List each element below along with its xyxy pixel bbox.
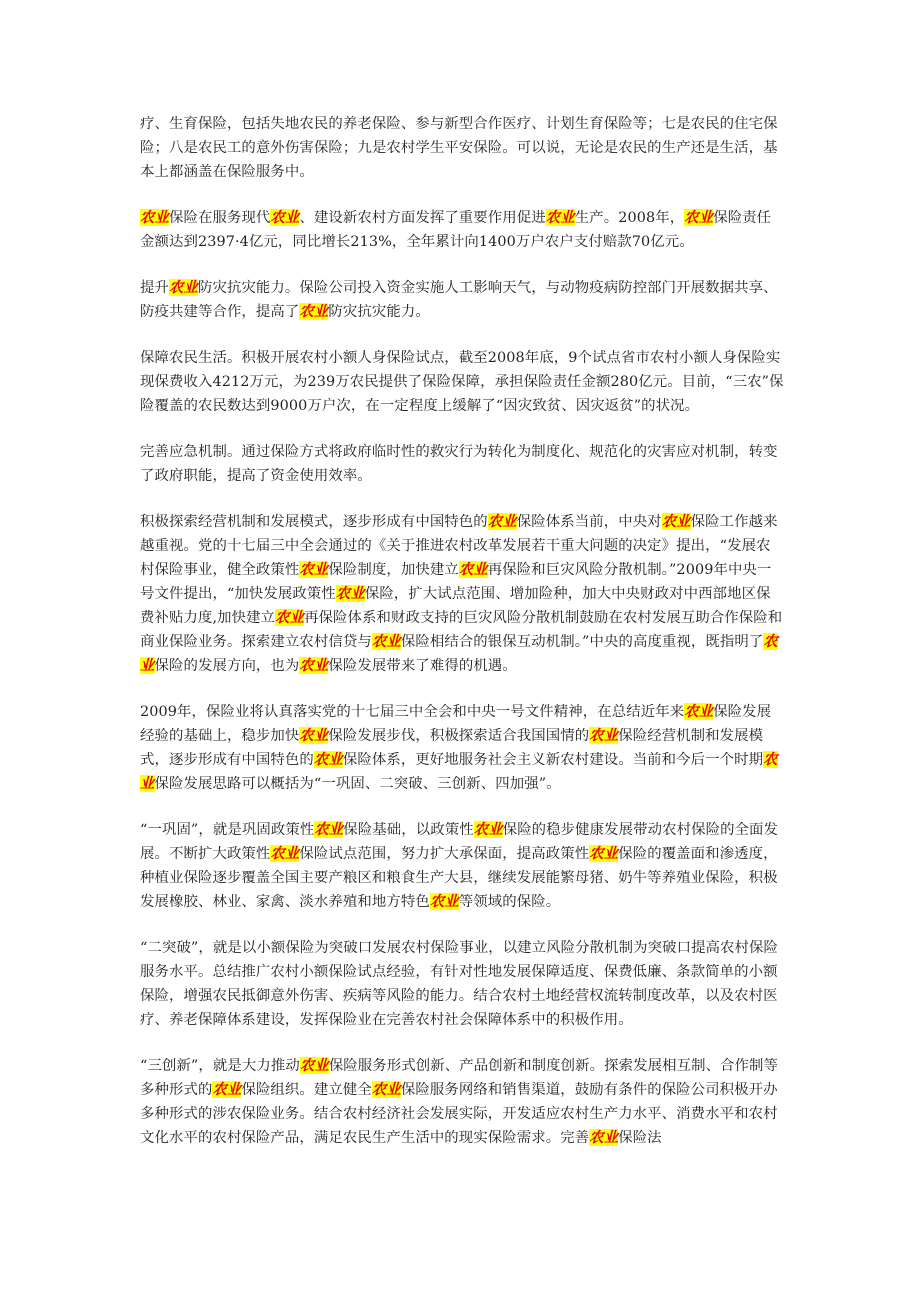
paragraph: 疗、生育保险，包括失地农民的养老保险、参与新型合作医疗、计划生育保险等；七是农民的住宅保险；八是农民工的意外伤害保险；九是农村学生平安保险。可以说，无论是农民的生产还是生活，基本上都涵盖在保险服务中。 xyxy=(140,116,778,180)
highlighted-keyword: 农业 xyxy=(371,1081,401,1098)
highlighted-keyword: 农业 xyxy=(458,561,488,578)
highlighted-keyword: 农业 xyxy=(487,513,517,530)
paragraph: “三创新”，就是大力推动农业保险服务形式创新、产品创新和制度创新。探索发展相互制、合作制等多种形式的农业保险组织。建立健全农业保险服务网络和销售渠道，鼓励有条件的保险公司积极开办多种形式的涉农保险业务。结合农村经济社会发展实际，开发适应农村生产力水平、消费水平和农村文化水平的农村保险产品，满足农民生产生活中的现实保险需求。完善农业保险法 xyxy=(140,1057,779,1146)
paragraph: 积极探索经营机制和发展模式，逐步形成有中国特色的农业保险体系当前，中央对农业保险工作越来越重视。党的十七届三中全会通过的《关于推进农村改革发展若干重大问题的决定》提出，“发展农村保险事业，健全政策性农业保险制度，加快建立农业再保险和巨灾风险分散机制。”2009年中央一号文件提出，“加快发展政策性农业保险，扩大试点范围、增加险种，加大中央财政对中西部地区保费补贴力度,加快建立农业再保险体系和财政支持的巨灾风险分散机制鼓励在农村发展互助合作保险和商业保险业务。探索建立农村信贷与农业保险相结合的银保互动机制。”中央的高度重视，既指明了农业保险的发展方向，也为农业保险发展带来了难得的机遇。 xyxy=(140,513,783,674)
highlighted-keyword: 农业 xyxy=(429,893,459,910)
highlighted-keyword: 农业 xyxy=(299,303,329,320)
highlighted-keyword: 农业 xyxy=(684,703,714,720)
highlighted-keyword: 农业 xyxy=(299,561,329,578)
highlighted-keyword: 农业 xyxy=(275,609,305,626)
highlighted-keyword: 农业 xyxy=(270,845,300,862)
highlighted-keyword: 农业 xyxy=(140,751,778,792)
highlighted-keyword: 农业 xyxy=(212,1081,242,1098)
highlighted-keyword: 农业 xyxy=(168,279,198,296)
highlighted-keyword: 农业 xyxy=(589,727,619,744)
highlighted-keyword: 农业 xyxy=(299,657,329,674)
highlighted-keyword: 农业 xyxy=(589,845,619,862)
highlighted-keyword: 农业 xyxy=(270,209,300,226)
highlighted-keyword: 农业 xyxy=(589,1129,619,1146)
highlighted-keyword: 农业 xyxy=(140,209,169,226)
highlighted-keyword: 农业 xyxy=(661,513,691,530)
paragraph: “二突破”，就是以小额保险为突破口发展农村保险事业，以建立风险分散机制为突破口提高农村保险服务水平。总结推广农村小额保险试点经验，有针对性地发展保障适度、保费低廉、条款简单的小额保险，增强农民抵御意外伤害、疾病等风险的能力。结合农村土地经营权流转制度改革，以及农村医疗、养老保障体系建设，发挥保险业在完善农村社会保障体系中的积极作用。 xyxy=(140,940,779,1028)
paragraph: “一巩固”，就是巩固政策性农业保险基础，以政策性农业保险的稳步健康发展带动农村保险的全面发展。不断扩大政策性农业保险试点范围，努力扩大承保面，提高政策性农业保险的覆盖面和渗透度，种植业保险逐步覆盖全国主要产粮区和粮食生产大县，继续发展能繁母猪、奶牛等养殖业保险，积极发展橡胶、林业、家禽、淡水养殖和地方特色农业等领域的保险。 xyxy=(140,821,779,910)
paragraph: 保障农民生活。积极开展农村小额人身保险试点，截至2008年底，9个试点省市农村小额人身保险实现保费收入4212万元，为239万农民提供了保险保障，承担保险责任金额280亿元。目前，“三农”保险覆盖的农民数达到9000万户次，在一定程度上缓解了“因灾致贫、因灾返贫”的状况。 xyxy=(140,350,784,414)
highlighted-keyword: 农业 xyxy=(313,751,343,768)
highlighted-keyword: 农业 xyxy=(473,821,503,838)
paragraph: 农业保险在服务现代农业、建设新农村方面发挥了重要作用促进农业生产。2008年，农业保险责任金额达到2397·4亿元，同比增长213%，全年累计向1400万户农户支付赔款70亿元。 xyxy=(140,209,772,250)
highlighted-keyword: 农业 xyxy=(299,1057,329,1074)
paragraph: 提升农业防灾抗灾能力。保险公司投入资金实施人工影响天气，与动物疫病防控部门开展数据共享、防疫共建等合作，提高了农业防灾抗灾能力。 xyxy=(140,279,778,320)
highlighted-keyword: 农业 xyxy=(545,209,575,226)
highlighted-keyword: 农业 xyxy=(299,727,329,744)
highlighted-keyword: 农业 xyxy=(684,209,714,226)
paragraph: 2009年，保险业将认真落实党的十七届三中全会和中央一号文件精神，在总结近年来农业保险发展经验的基础上，稳步加快农业保险发展步伐，积极探索适合我国国情的农业保险经营机制和发展模式，逐步形成有中国特色的农业保险体系，更好地服务社会主义新农村建设。当前和今后一个时期农业保险发展思路可以概括为“一巩固、二突破、三创新、四加强”。 xyxy=(140,703,778,792)
paragraph: 完善应急机制。通过保险方式将政府临时性的救灾行为转化为制度化、规范化的灾害应对机制，转变了政府职能，提高了资金使用效率。 xyxy=(140,444,778,484)
highlighted-keyword: 农业 xyxy=(335,585,365,602)
highlighted-keyword: 农业 xyxy=(314,821,344,838)
document-body xyxy=(140,112,785,1172)
highlighted-keyword: 农业 xyxy=(140,633,778,674)
highlighted-keyword: 农业 xyxy=(371,633,401,650)
